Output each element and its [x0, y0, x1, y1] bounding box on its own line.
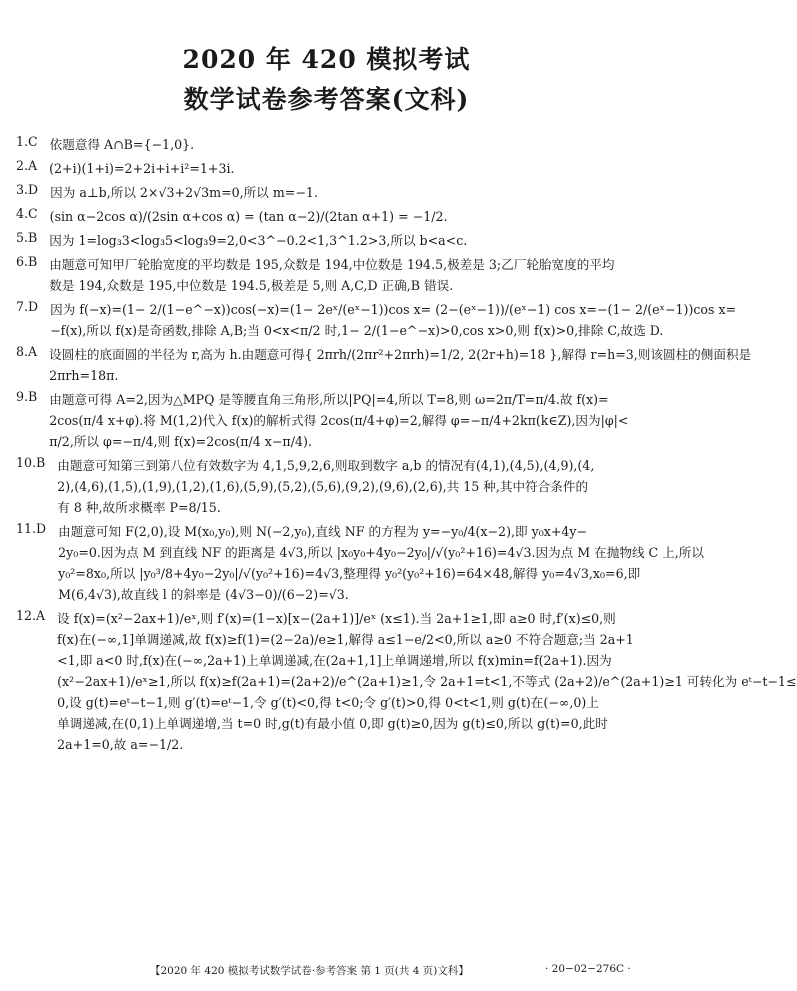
answer-number: 8.A	[16, 344, 38, 359]
answer-item	[16, 182, 640, 203]
answer-number: 6.B	[16, 254, 38, 269]
answer-line: 因为 1=log₃3<log₃5<log₃9=2,0<3^−0.2<1,3^1.2>3,所以 b<a<c.	[49, 233, 468, 248]
answer-item	[16, 389, 640, 452]
answer-line: 2),(4,6),(1,5),(1,9),(1,2),(1,6),(5,9),(5,2),(5,6),(9,2),(9,6),(2,6),共 15 种,其中符合条件的	[57, 479, 589, 494]
answer-line: 0,设 g(t)=eᵗ−t−1,则 g′(t)=eᵗ−1,令 g′(t)<0,得 t<0;令 g′(t)>0,得 0<t<1,则 g(t)在(−∞,0)上	[57, 695, 599, 710]
answer-line: 由题意可得 A=2,因为△MPQ 是等腰直角三角形,所以|PQ|=4,所以 T=8,则 ω=2π/T=π/4.故 f(x)=	[49, 392, 609, 407]
answer-number: 1.C	[16, 134, 38, 149]
answer-line: 因为 f(−x)=(1− 2/(1−e^−x))cos(−x)=(1− 2eˣ/(eˣ−1))cos x= (2−(eˣ−1))/(eˣ−1) cos x=−(1− 2/(eˣ−1))cos x=	[50, 302, 737, 317]
answer-item	[16, 608, 797, 755]
answer-number: 10.B	[16, 455, 46, 470]
answer-list	[16, 134, 797, 758]
answer-line: 2a+1=0,故 a=−1/2.	[57, 737, 184, 752]
answer-item	[16, 206, 640, 227]
exam-title: 2020 年 420 模拟考试	[182, 45, 471, 74]
answer-number: 9.B	[16, 389, 38, 404]
answer-item	[16, 134, 640, 155]
answer-line: π/2,所以 φ=−π/4,则 f(x)=2cos(π/4 x−π/4).	[49, 434, 312, 449]
answer-line: 因为 a⊥b,所以 2×√3+2√3m=0,所以 m=−1.	[50, 185, 318, 200]
answer-line: 数是 194,众数是 195,中位数是 194.5,极差是 5,则 A,C,D 正确,B 错误.	[49, 278, 454, 293]
answer-item	[16, 158, 640, 179]
answer-line: (x²−2ax+1)/eˣ≥1,所以 f(x)≥f(2a+1)=(2a+2)/e^(2a+1)≥1,令 2a+1=t<1,不等式 (2a+2)/e^(2a+1)≥1 可转化为 eᵗ−t−1≤	[57, 674, 797, 689]
answer-line: M(6,4√3),故直线 l 的斜率是 (4√3−0)/(6−2)=√3.	[58, 587, 349, 602]
answer-item	[16, 230, 640, 251]
answer-line: 2cos(π/4 x+φ).将 M(1,2)代入 f(x)的解析式得 2cos(π/4+φ)=2,解得 φ=−π/4+2kπ(k∈Z),因为|φ|<	[49, 413, 629, 428]
answer-number: 2.A	[16, 158, 38, 173]
answer-line: 依题意得 A∩B={−1,0}.	[49, 137, 195, 152]
answer-item	[16, 521, 704, 605]
answer-line: (sin α−2cos α)/(2sin α+cos α) = (tan α−2)/(2tan α+1) = −1/2.	[49, 209, 448, 224]
answer-line: 由题意可知第三到第八位有效数字为 4,1,5,9,2,6,则取到数字 a,b 的情况有(4,1),(4,5),(4,9),(4,	[57, 458, 595, 473]
answer-number: 11.D	[16, 521, 47, 536]
answer-number: 12.A	[16, 608, 46, 623]
answer-line: 设圆柱的底面圆的半径为 r,高为 h.由题意可得{ 2πrh/(2πr²+2πrh)=1/2, 2(2r+h)=18 },解得 r=h=3,则该圆柱的侧面积是	[49, 347, 752, 362]
answer-line: 由题意可知 F(2,0),设 M(x₀,y₀),则 N(−2,y₀),直线 NF 的方程为 y=−y₀/4(x−2),即 y₀x+4y−	[58, 524, 588, 539]
answer-item	[16, 344, 752, 386]
answer-line: f(x)在(−∞,1]单调递减,故 f(x)≥f(1)=(2−2a)/e≥1,解得 a≤1−e/2<0,所以 a≥0 不符合题意;当 2a+1	[57, 632, 634, 647]
footer-page-info: 【2020 年 420 模拟考试数学试卷·参考答案 第 1 页(共 4 页)文科】	[150, 965, 469, 977]
answer-line: 单调递减,在(0,1)上单调递增,当 t=0 时,g(t)有最小值 0,即 g(t)≥0,因为 g(t)≤0,所以 g(t)=0,此时	[57, 716, 608, 731]
answer-line: 设 f(x)=(x²−2ax+1)/eˣ,则 f′(x)=(1−x)[x−(2a+1)]/eˣ (x≤1).当 2a+1≥1,即 a≥0 时,f′(x)≤0,则	[57, 611, 616, 626]
answer-item	[16, 299, 737, 341]
answer-number: 4.C	[16, 206, 38, 221]
answer-line: −f(x),所以 f(x)是奇函数,排除 A,B;当 0<x<π/2 时,1− 2/(1−e^−x)>0,cos x>0,则 f(x)>0,排除 C,故选 D.	[50, 323, 664, 338]
answer-line: y₀²=8x₀,所以 |y₀³/8+4y₀−2y₀|/√(y₀²+16)=4√3,整理得 y₀²(y₀²+16)=64×48,解得 y₀=4√3,x₀=6,即	[58, 566, 641, 581]
answer-line: 2πrh=18π.	[49, 368, 119, 383]
answer-line: 2y₀=0.因为点 M 到直线 NF 的距离是 4√3,所以 |x₀y₀+4y₀−2y₀|/√(y₀²+16)=4√3.因为点 M 在抛物线 C 上,所以	[58, 545, 704, 560]
answer-number: 5.B	[16, 230, 38, 245]
answer-line: (2+i)(1+i)=2+2i+i+i²=1+3i.	[49, 161, 235, 176]
answer-line: 有 8 种,故所求概率 P=8/15.	[57, 500, 221, 515]
answer-key-subtitle: 数学试卷参考答案(文科)	[183, 85, 470, 114]
answer-line: 由题意可知甲厂轮胎宽度的平均数是 195,众数是 194,中位数是 194.5,极差是 3;乙厂轮胎宽度的平均	[49, 257, 615, 272]
answer-number: 7.D	[16, 299, 39, 314]
footer-code: · 20−02−276C ·	[545, 963, 631, 975]
answer-number: 3.D	[16, 182, 39, 197]
answer-item	[16, 254, 640, 296]
answer-item	[16, 455, 640, 518]
answer-line: <1,即 a<0 时,f(x)在(−∞,2a+1)上单调递减,在(2a+1,1]上单调递增,所以 f(x)min=f(2a+1).因为	[57, 653, 612, 668]
